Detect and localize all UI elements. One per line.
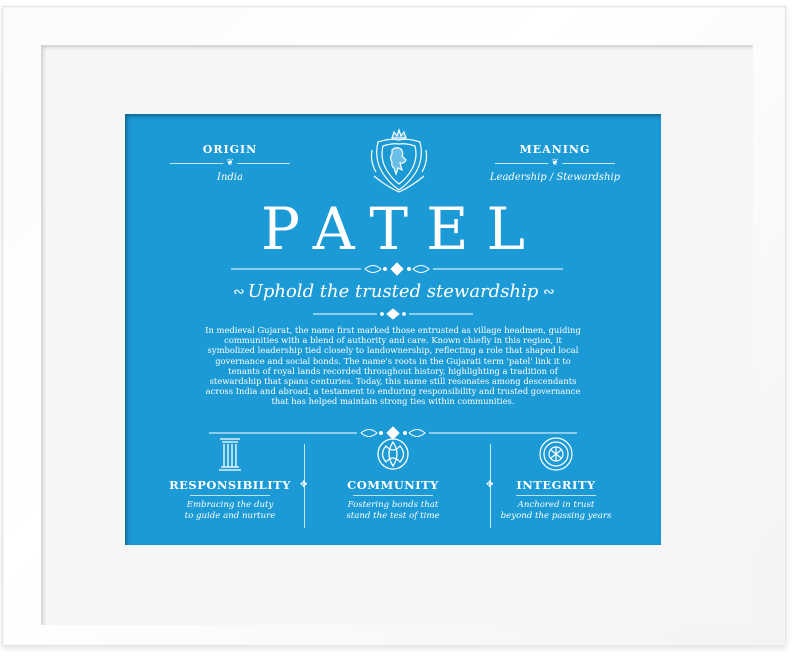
value-title: COMMUNITY (347, 478, 439, 492)
top-ornamental-divider (231, 262, 563, 276)
value-integrity (487, 436, 625, 522)
value-subtitle-line1: Embracing the duty (186, 500, 274, 510)
surname-title: PATEL (261, 195, 543, 263)
value-subtitle-line1: Anchored in trust (517, 500, 595, 510)
origin-rule (170, 159, 290, 167)
meaning-block (485, 143, 625, 183)
value-rule (353, 495, 433, 496)
surname-history-text: In medieval Gujarat, the name first marked those entrusted as village headmen, guiding communities with a blend of authority and care. Known chiefly in this region, it symbolized leadership tied closely to landownership, reflecting a role that shaped local governance and social bonds. The name's roots in the Gujarati term 'patel' link it to tenants of royal lands recorded throughout history, highlighting a tradition of stewardship that spans centuries. Today, this name still resonates among descendants across India and abroad, a testament to enduring responsibility and trusted governance that has helped maintain strong ties within communities. (205, 325, 581, 407)
meaning-label: MEANING (519, 143, 591, 156)
values-section (161, 436, 625, 528)
flourish-icon: ❦ (548, 157, 562, 169)
motto-flourish-left-icon: ∾ (233, 284, 245, 300)
value-responsibility (161, 436, 299, 522)
value-subtitle-line2: stand the test of time (346, 511, 440, 521)
meaning-value: Leadership / Stewardship (489, 172, 621, 183)
value-rule (516, 495, 596, 496)
crest-icon (368, 128, 430, 194)
value-subtitle-line2: beyond the passing years (500, 511, 612, 521)
meaning-rule (495, 159, 615, 167)
origin-label: ORIGIN (202, 143, 258, 156)
diamond-icon: ✥ (486, 480, 494, 490)
value-community (324, 436, 462, 522)
motto-divider (313, 307, 473, 321)
value-title: RESPONSIBILITY (169, 478, 291, 492)
motto: Uphold the trusted stewardship (247, 281, 539, 302)
value-rule (190, 495, 270, 496)
motto-flourish-right-icon: ∾ (543, 284, 555, 300)
value-subtitle-line1: Fostering bonds that (347, 500, 439, 510)
surname-print (125, 114, 661, 545)
seal-icon (539, 436, 573, 472)
value-separator (300, 444, 308, 528)
diamond-icon: ✥ (300, 480, 308, 490)
origin-value: India (217, 172, 243, 183)
knot-icon (376, 436, 410, 472)
value-subtitle-line2: to guide and nurture (184, 511, 276, 521)
pillar-icon (213, 436, 247, 472)
value-title: INTEGRITY (516, 478, 596, 492)
flourish-icon: ❦ (223, 157, 237, 169)
origin-block (160, 143, 300, 183)
